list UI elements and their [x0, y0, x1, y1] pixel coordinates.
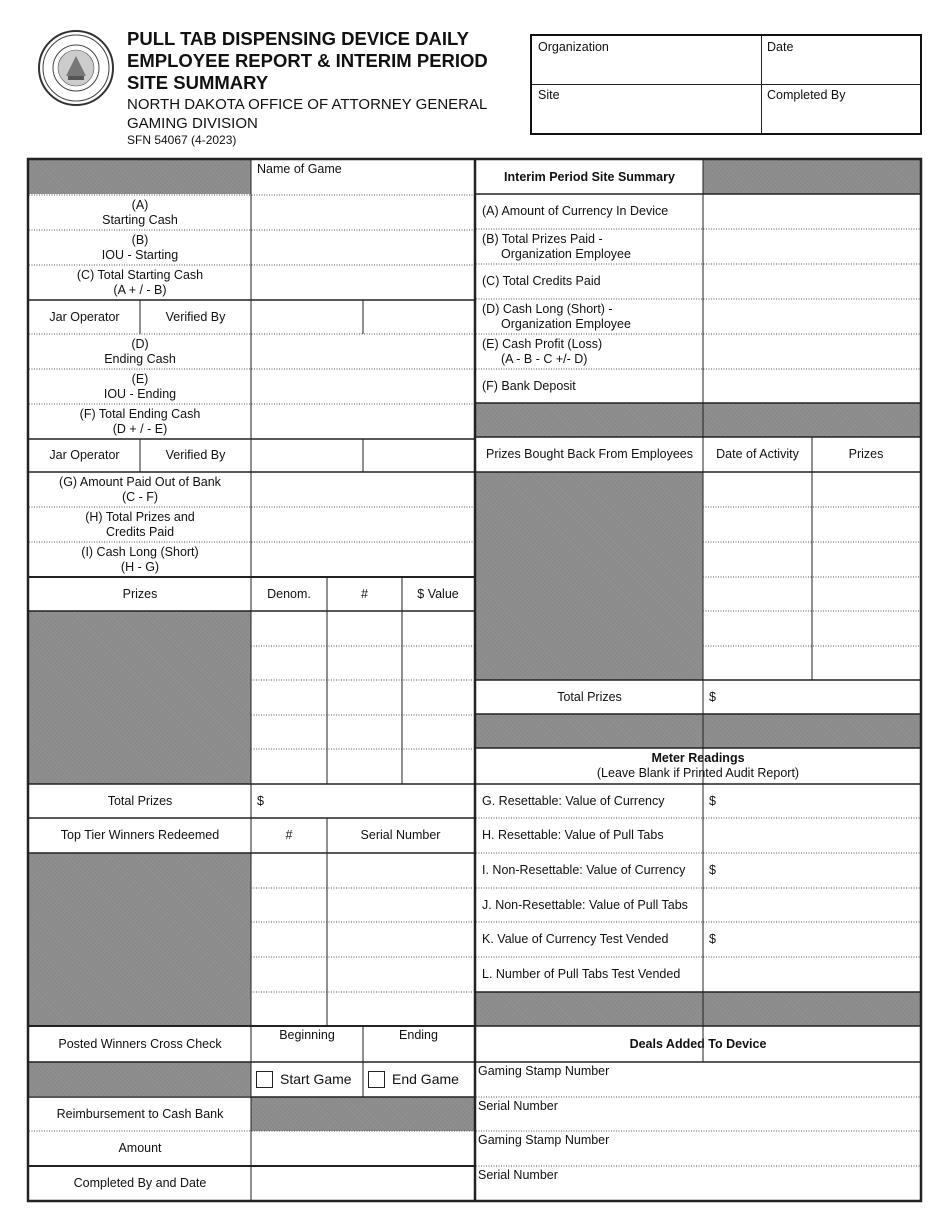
right-total-prizes-label: Total Prizes — [557, 689, 622, 704]
date-label: Date — [767, 40, 794, 54]
bought-back-entry-cell[interactable] — [812, 577, 920, 611]
meter-h-label: H. Resettable: Value of Pull Tabs — [482, 828, 664, 842]
value-header: $ Value — [417, 586, 459, 601]
form-number: SFN 54067 (4-2023) — [127, 133, 237, 147]
form-title-line-1: PULL TAB DISPENSING DEVICE DAILY — [127, 28, 469, 49]
meter-j-label: J. Non-Resettable: Value of Pull Tabs — [482, 897, 688, 912]
bought-back-entry-cell[interactable] — [812, 472, 920, 507]
gaming-stamp-label-1: Gaming Stamp Number — [478, 1064, 610, 1078]
total-prizes-credits-label: (H) Total Prizes and Credits Paid — [85, 509, 195, 539]
info-box — [530, 34, 922, 135]
jar-operator-label-1: Jar Operator — [49, 309, 120, 324]
bought-back-entry-cell[interactable] — [703, 611, 812, 646]
prizes-header: Prizes — [122, 586, 158, 601]
prize-entry-cell[interactable] — [327, 749, 402, 784]
prize-entry-cell[interactable] — [251, 680, 327, 715]
bought-back-entry-cell[interactable] — [703, 577, 812, 611]
prize-entry-cell[interactable] — [251, 715, 327, 749]
top-tier-serial-header: Serial Number — [360, 828, 441, 842]
division-name: GAMING DIVISION — [127, 115, 258, 132]
completed-by-field[interactable] — [761, 86, 920, 133]
agency-name: NORTH DAKOTA OFFICE OF ATTORNEY GENERAL — [127, 96, 488, 113]
meter-readings-title: Meter Readings — [651, 751, 745, 765]
posted-winners-label: Posted Winners Cross Check — [58, 1036, 222, 1051]
total-ending-cash-input[interactable] — [251, 404, 474, 439]
dollar-sign: $ — [257, 793, 264, 808]
prize-entry-cell[interactable] — [402, 749, 474, 784]
bought-back-entry-cell[interactable] — [812, 611, 920, 646]
end-game-checkbox[interactable] — [368, 1071, 385, 1088]
left-total-prizes-input[interactable] — [251, 784, 474, 818]
form-title-line-3: SITE SUMMARY — [127, 72, 269, 93]
currency-in-device-label: (A) Amount of Currency In Device — [482, 204, 669, 218]
top-tier-entry-cell[interactable] — [251, 922, 327, 957]
start-game-checkbox[interactable] — [256, 1071, 273, 1088]
verified-by-input-1[interactable] — [363, 300, 474, 334]
prize-entry-cell[interactable] — [402, 646, 474, 680]
name-of-game-label: Name of Game — [257, 162, 342, 176]
verified-by-label-2: Verified By — [165, 448, 226, 462]
meter-k-input[interactable] — [703, 922, 920, 957]
gaming-stamp-label-2: Gaming Stamp Number — [478, 1133, 610, 1147]
beginning-field[interactable] — [251, 1026, 363, 1062]
cash-long-short-employee-input[interactable] — [703, 299, 920, 334]
meter-i-label: I. Non-Resettable: Value of Currency — [482, 863, 686, 877]
meter-l-input[interactable] — [703, 957, 920, 992]
top-tier-entry-cell[interactable] — [327, 853, 474, 888]
prize-entry-cell[interactable] — [402, 680, 474, 715]
jar-operator-input-1[interactable] — [251, 300, 363, 334]
meter-g-input[interactable] — [703, 784, 920, 818]
dollar-sign: $ — [709, 863, 716, 877]
meter-h-input[interactable] — [703, 818, 920, 853]
top-tier-entry-cell[interactable] — [327, 992, 474, 1026]
bank-deposit-label: (F) Bank Deposit — [482, 378, 576, 393]
date-of-activity-header: Date of Activity — [716, 447, 799, 461]
serial-number-label-1: Serial Number — [478, 1099, 558, 1113]
top-tier-winners-label: Top Tier Winners Redeemed — [60, 828, 220, 842]
serial-number-field-1[interactable] — [476, 1097, 920, 1131]
top-tier-entry-cell[interactable] — [327, 922, 474, 957]
start-game-label: Start Game — [280, 1071, 352, 1087]
prize-entry-cell[interactable] — [251, 749, 327, 784]
top-tier-entry-cell[interactable] — [251, 992, 327, 1026]
total-ending-cash-label: (F) Total Ending Cash (D + / - E) — [79, 406, 201, 436]
gaming-stamp-field-2[interactable] — [476, 1131, 920, 1166]
form-title-line-2: EMPLOYEE REPORT & INTERIM PERIOD — [127, 50, 488, 71]
completed-by-date-label: Completed By and Date — [73, 1175, 207, 1190]
beginning-label: Beginning — [279, 1028, 335, 1042]
top-tier-entry-cell[interactable] — [327, 888, 474, 922]
site-field[interactable] — [532, 86, 761, 133]
bought-back-entry-cell[interactable] — [703, 507, 812, 542]
prize-entry-cell[interactable] — [402, 715, 474, 749]
ending-cash-label: (D) Ending Cash — [104, 336, 176, 366]
date-field[interactable] — [761, 38, 920, 84]
dollar-sign: $ — [709, 932, 716, 946]
bank-deposit-input[interactable] — [703, 369, 920, 403]
dollar-sign: $ — [709, 689, 716, 704]
iou-starting-label: (B) IOU - Starting — [101, 232, 179, 262]
serial-number-label-2: Serial Number — [478, 1168, 558, 1182]
amount-input[interactable] — [251, 1131, 474, 1166]
reimbursement-label: Reimbursement to Cash Bank — [56, 1106, 224, 1121]
meter-g-label: G. Resettable: Value of Currency — [482, 793, 665, 808]
top-tier-entry-cell[interactable] — [251, 853, 327, 888]
cash-long-short-employee-label: (D) Cash Long (Short) - Organization Employee — [482, 301, 631, 331]
jar-operator-label-2: Jar Operator — [49, 448, 120, 462]
total-credits-paid-input[interactable] — [703, 264, 920, 299]
total-prizes-credits-input[interactable] — [251, 507, 474, 542]
serial-number-field-2[interactable] — [476, 1166, 920, 1200]
dollar-sign: $ — [709, 793, 716, 808]
meter-readings-subtitle: (Leave Blank if Printed Audit Report) — [596, 766, 800, 780]
prize-entry-cell[interactable] — [251, 646, 327, 680]
completed-by-label: Completed By — [767, 88, 846, 102]
total-prizes-paid-input[interactable] — [703, 229, 920, 264]
jar-operator-input-2[interactable] — [251, 439, 363, 472]
bought-back-entry-cell[interactable] — [812, 507, 920, 542]
end-game-option[interactable] — [363, 1062, 474, 1097]
site-label: Site — [538, 88, 560, 102]
bought-back-entry-cell[interactable] — [703, 646, 812, 680]
bought-back-entry-cell[interactable] — [812, 542, 920, 577]
meter-i-input[interactable] — [703, 853, 920, 888]
prize-entry-cell[interactable] — [327, 611, 402, 646]
starting-cash-label: (A) Starting Cash — [102, 197, 178, 227]
top-tier-count-header: # — [285, 828, 293, 842]
prize-entry-cell[interactable] — [251, 611, 327, 646]
bought-back-entry-cell[interactable] — [812, 646, 920, 680]
meter-k-label: K. Value of Currency Test Vended — [482, 932, 669, 946]
amount-paid-out-label: (G) Amount Paid Out of Bank (C - F) — [59, 474, 221, 504]
interim-summary-title: Interim Period Site Summary — [504, 169, 675, 184]
cash-profit-loss-input[interactable] — [703, 334, 920, 369]
organization-field[interactable] — [532, 38, 761, 84]
state-seal — [38, 30, 114, 106]
ending-field[interactable] — [363, 1026, 474, 1062]
deals-added-title: Deals Added To Device — [629, 1036, 767, 1051]
iou-ending-label: (E) IOU - Ending — [103, 371, 177, 401]
bought-back-entry-cell[interactable] — [703, 542, 812, 577]
prizes-bought-back-header: Prizes Bought Back From Employees — [485, 447, 694, 461]
top-tier-entry-cell[interactable] — [251, 957, 327, 992]
meter-l-label: L. Number of Pull Tabs Test Vended — [482, 967, 681, 981]
gaming-stamp-field-1[interactable] — [476, 1062, 920, 1097]
left-total-prizes-label: Total Prizes — [107, 793, 173, 808]
total-starting-cash-input[interactable] — [251, 265, 474, 300]
cash-long-short-input[interactable] — [251, 542, 474, 577]
prize-entry-cell[interactable] — [402, 611, 474, 646]
right-total-prizes-input[interactable] — [703, 680, 920, 714]
verified-by-input-2[interactable] — [363, 439, 474, 472]
verified-by-label-1: Verified By — [165, 309, 226, 324]
cash-profit-loss-label: (E) Cash Profit (Loss) (A - B - C +/- D) — [482, 336, 603, 366]
cash-long-short-label: (I) Cash Long (Short) (H - G) — [81, 544, 199, 574]
meter-readings-header — [476, 748, 920, 784]
prize-entry-cell[interactable] — [327, 680, 402, 715]
meter-j-input[interactable] — [703, 888, 920, 922]
prizes-header-right: Prizes — [848, 447, 884, 461]
iou-ending-input[interactable] — [251, 369, 474, 404]
organization-label: Organization — [538, 40, 609, 54]
total-credits-paid-label: (C) Total Credits Paid — [482, 274, 601, 288]
amount-label: Amount — [118, 1141, 162, 1155]
prize-entry-cell[interactable] — [327, 715, 402, 749]
iou-starting-input[interactable] — [251, 230, 474, 265]
name-of-game-field[interactable] — [251, 160, 474, 195]
amount-paid-out-input[interactable] — [251, 472, 474, 507]
completed-by-date-input[interactable] — [251, 1166, 474, 1200]
start-game-option[interactable] — [251, 1062, 363, 1097]
ending-label: Ending — [399, 1028, 438, 1042]
total-prizes-paid-label: (B) Total Prizes Paid - Organization Employee — [482, 231, 631, 261]
end-game-label: End Game — [392, 1071, 459, 1087]
total-starting-cash-label: (C) Total Starting Cash (A + / - B) — [76, 267, 204, 297]
top-tier-entry-cell[interactable] — [251, 888, 327, 922]
currency-in-device-input[interactable] — [703, 194, 920, 229]
top-tier-entry-cell[interactable] — [327, 957, 474, 992]
bought-back-entry-cell[interactable] — [703, 472, 812, 507]
denom-header: Denom. — [267, 586, 311, 601]
count-header: # — [361, 586, 368, 601]
starting-cash-input[interactable] — [251, 195, 474, 230]
ending-cash-input[interactable] — [251, 334, 474, 369]
prize-entry-cell[interactable] — [327, 646, 402, 680]
